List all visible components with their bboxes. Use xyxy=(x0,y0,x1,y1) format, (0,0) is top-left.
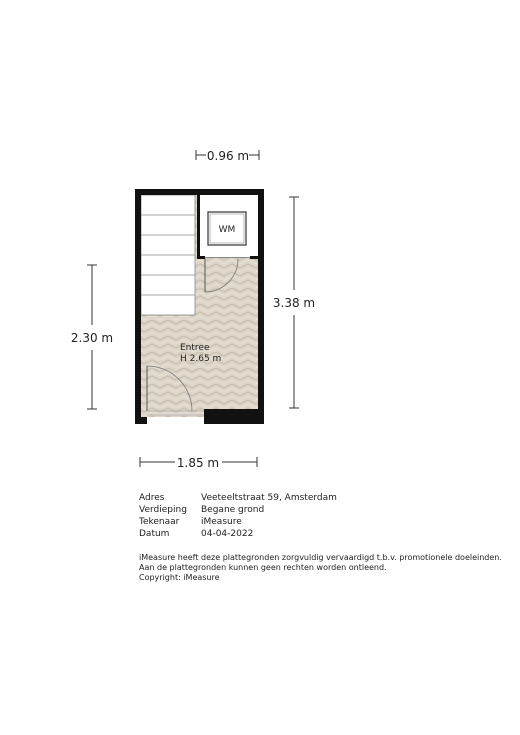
dimension-top xyxy=(196,149,259,163)
dimension-bottom-label: 1.85 m xyxy=(176,456,220,470)
dimension-left xyxy=(71,265,113,409)
dimension-top-label: 0.96 m xyxy=(206,149,250,163)
info-value: Veeteeltstraat 59, Amsterdam xyxy=(201,493,337,503)
dimension-bottom xyxy=(140,456,257,470)
washing-machine xyxy=(208,212,246,245)
room-name-entree: Entree xyxy=(180,343,210,353)
dimension-right-label: 3.38 m xyxy=(272,296,316,310)
disclaimer-line: iMeasure heeft deze plattegronden zorgvuldig vervaardigd t.b.v. promotionele doeleinden. xyxy=(139,553,502,562)
dimension-right xyxy=(273,197,315,408)
info-row-verdieping xyxy=(139,504,337,516)
info-row-adres xyxy=(139,492,337,504)
room-height-entree: H 2.65 m xyxy=(180,354,222,364)
info-key: Adres xyxy=(139,493,165,503)
info-key: Verdieping xyxy=(139,505,187,515)
disclaimer-line: Aan de plattegronden kunnen geen rechten worden ontleend. xyxy=(139,563,387,572)
dimension-left-label: 2.30 m xyxy=(70,331,114,345)
disclaimer xyxy=(139,553,502,583)
wm-label: WM xyxy=(218,225,236,235)
info-table xyxy=(139,492,337,540)
info-value: 04-04-2022 xyxy=(201,529,254,539)
info-value: Begane grond xyxy=(201,505,265,515)
info-key: Datum xyxy=(139,529,170,539)
staircase xyxy=(141,195,195,315)
info-value: iMeasure xyxy=(201,517,242,527)
disclaimer-line: Copyright: iMeasure xyxy=(139,573,220,582)
info-row-tekenaar xyxy=(139,516,337,528)
info-key: Tekenaar xyxy=(139,517,180,527)
info-row-datum xyxy=(139,528,337,540)
